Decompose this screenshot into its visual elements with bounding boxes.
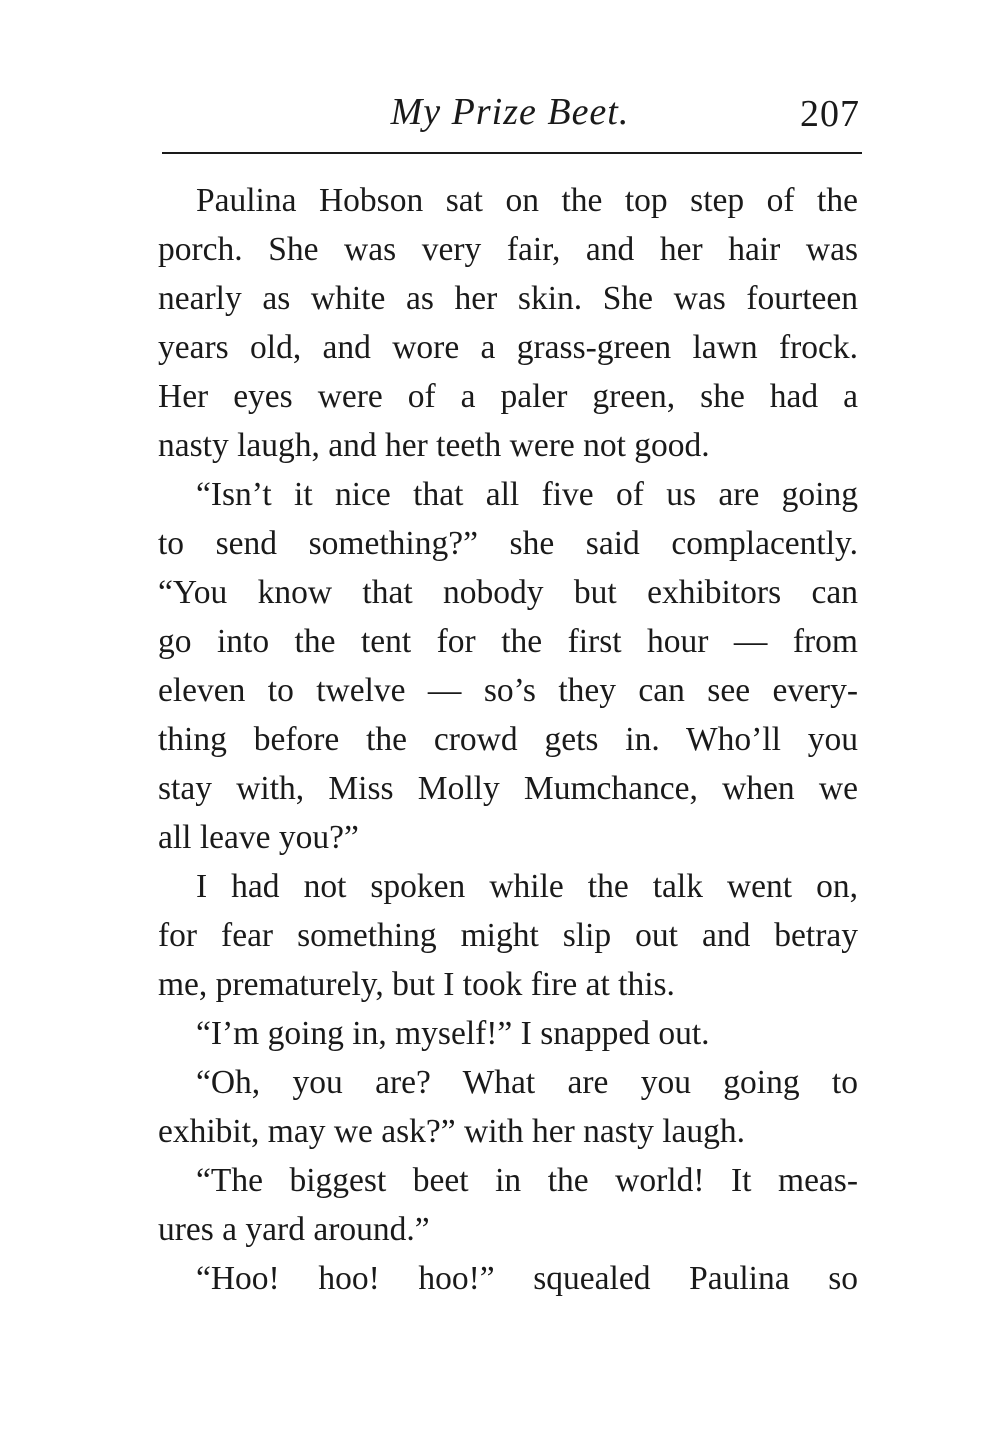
body-text (158, 176, 858, 1303)
text-line: nearly as white as her skin. She was fourteen (158, 280, 858, 317)
text-line: porch. She was very fair, and her hair was (158, 231, 858, 268)
text-line: Her eyes were of a paler green, she had a (158, 378, 858, 415)
header-rule (162, 152, 862, 154)
text-line: to send something?” she said complacently. (158, 525, 858, 562)
text-line: “Hoo! hoo! hoo!” squealed Paulina so (196, 1260, 858, 1297)
text-line: “You know that nobody but exhibitors can (158, 574, 858, 611)
text-line: “I’m going in, myself!” I snapped out. (196, 1015, 710, 1052)
text-line: me, prematurely, but I took fire at this. (158, 966, 675, 1003)
text-line: go into the tent for the first hour — from (158, 623, 858, 660)
text-line: years old, and wore a grass-green lawn frock. (158, 329, 858, 366)
running-head (160, 86, 860, 146)
running-title: My Prize Beet. (390, 91, 630, 133)
text-line: I had not spoken while the talk went on, (196, 868, 858, 905)
page-number: 207 (800, 93, 860, 135)
text-line: “The biggest beet in the world! It meas- (196, 1162, 858, 1199)
text-line: exhibit, may we ask?” with her nasty laugh. (158, 1113, 746, 1150)
text-line: stay with, Miss Molly Mumchance, when we (158, 770, 858, 807)
text-line: thing before the crowd gets in. Who’ll you (158, 721, 858, 758)
text-line: eleven to twelve — so’s they can see every- (158, 672, 858, 709)
text-line: ures a yard around.” (158, 1211, 430, 1248)
text-line: “Isn’t it nice that all five of us are going (196, 476, 858, 513)
text-line: all leave you?” (158, 819, 359, 856)
text-line: for fear something might slip out and betray (158, 917, 858, 954)
text-line: Paulina Hobson sat on the top step of the (196, 182, 858, 219)
text-line: “Oh, you are? What are you going to (196, 1064, 858, 1101)
text-line: nasty laugh, and her teeth were not good. (158, 427, 710, 464)
